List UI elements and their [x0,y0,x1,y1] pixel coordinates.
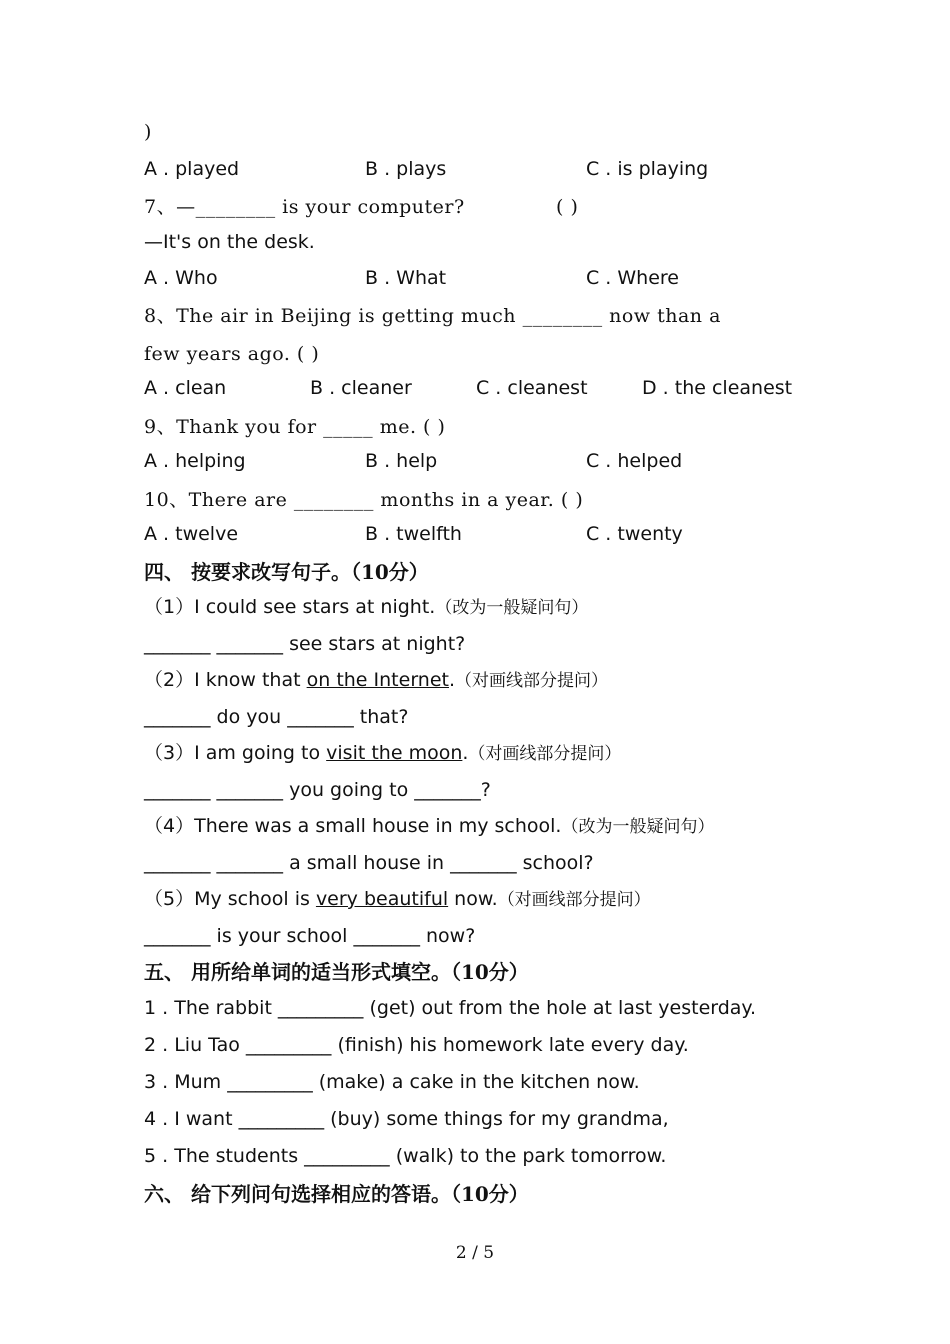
q7-option-a: A . Who [144,267,218,289]
s5-item-3: 3 . Mum _________ (make) a cake in the kitchen now. [144,1071,640,1093]
q9-option-a: A . helping [144,450,246,472]
q6-option-a: A . played [144,158,240,180]
q6-option-b: B . plays [365,158,447,180]
section6-title: 六、 给下列问句选择相应的答语。（10分） [144,1182,529,1206]
s4-item-5-pre: （5）My school is [144,888,316,910]
q8-option-c: C . cleanest [476,377,588,399]
s4-item-1-note: （改为一般疑问句） [435,598,589,618]
s4-item-1-answer: _______ _______ see stars at night? [144,633,466,655]
q9-stem: 9、Thank you for _____ me. ( ) [144,416,446,438]
page-number: 2 / 5 [455,1243,495,1263]
s5-item-4: 4 . I want _________ (buy) some things for my grandma, [144,1108,669,1130]
s5-item-2: 2 . Liu Tao _________ (finish) his homework late every day. [144,1034,689,1056]
s4-item-5-question [144,887,651,912]
s4-item-3-post: . [462,742,469,764]
s4-item-4-question [144,814,714,839]
s4-item-2-question [144,668,608,693]
q7-option-c: C . Where [586,267,679,289]
q7-answer-line: —It's on the desk. [144,231,315,253]
s4-item-3-answer: _______ _______ you going to _______? [144,779,491,801]
s4-item-3-pre: （3）I am going to [144,742,327,764]
q8-option-d: D . the cleanest [642,377,793,399]
s4-item-4-pre: （4）There was a small house in my school. [144,815,562,837]
q7-option-b: B . What [365,267,447,289]
q6-option-c: C . is playing [586,158,709,180]
s4-item-4-answer: _______ _______ a small house in _______ school? [144,852,594,874]
q10-option-c: C . twenty [586,523,683,545]
s4-item-3-question [144,741,621,766]
s4-item-3-underlined: visit the moon [326,742,463,764]
s4-item-4-note: （改为一般疑问句） [561,817,715,837]
q6-paren-close: ) [144,121,152,143]
q8-option-b: B . cleaner [310,377,412,399]
q8-stem-line2: few years ago. ( ) [144,343,320,365]
q10-stem: 10、There are ________ months in a year. ( ) [144,489,584,511]
section5-title: 五、 用所给单词的适当形式填空。（10分） [144,960,529,984]
s5-item-5: 5 . The students _________ (walk) to the park tomorrow. [144,1145,667,1167]
s4-item-2-pre: （2）I know that [144,669,307,691]
q10-option-a: A . twelve [144,523,239,545]
q8-stem-line1: 8、The air in Beijing is getting much ________ now than a [144,305,721,327]
q7-stem-text: 7、—________ is your computer? [144,196,465,218]
q9-option-c: C . helped [586,450,683,472]
s4-item-2-underlined: on the Internet [306,669,449,691]
q9-option-b: B . help [365,450,438,472]
section4-title: 四、 按要求改写句子。（10分） [144,560,429,584]
q10-option-b: B . twelfth [365,523,462,545]
q7-paren: ( ) [556,196,579,218]
s4-item-1-question [144,595,588,620]
q8-option-a: A . clean [144,377,227,399]
s4-item-1-pre: （1）I could see stars at night. [144,596,436,618]
q7-stem [144,195,579,219]
s4-item-2-note: （对画线部分提问） [455,671,609,691]
s4-item-2-post: . [448,669,456,691]
s4-item-5-note: （对画线部分提问） [497,890,651,910]
s4-item-5-post: now. [448,888,498,910]
s4-item-5-underlined: very beautiful [315,888,449,910]
s4-item-5-answer: _______ is your school _______ now? [144,925,476,947]
s4-item-2-answer: _______ do you _______ that? [144,706,409,728]
s5-item-1: 1 . The rabbit _________ (get) out from the hole at last yesterday. [144,997,757,1019]
s4-item-3-note: （对画线部分提问） [468,744,622,764]
